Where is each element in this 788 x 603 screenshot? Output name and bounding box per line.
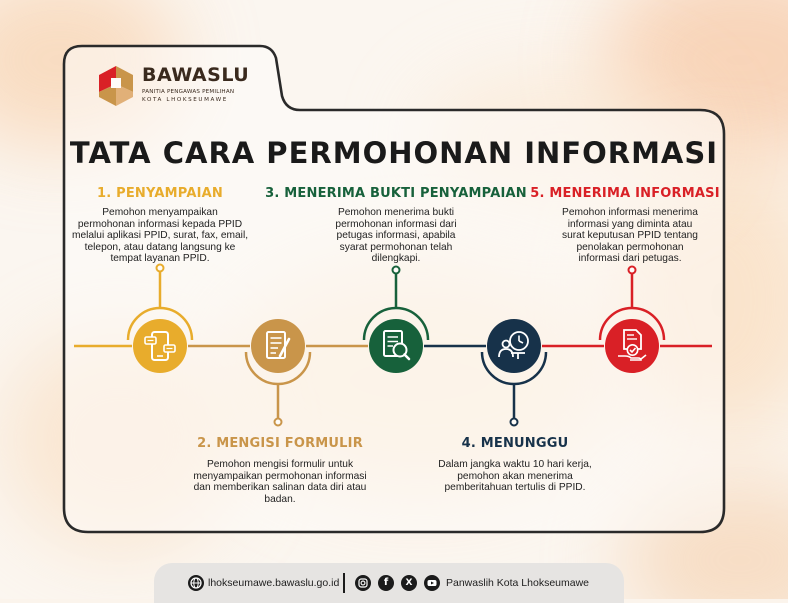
desc-line: permohonan informasi kepada PPID	[77, 218, 243, 230]
desc-line: petugas informasi, apabila	[336, 230, 456, 242]
desc-line: pemohon akan menerima	[457, 470, 573, 482]
step-5-title: 5. MENERIMA INFORMASI	[530, 186, 720, 201]
website-link[interactable]: lhokseumawe.bawaslu.go.id	[208, 577, 340, 589]
desc-line: syarat permohonan telah	[339, 241, 453, 253]
step-1-title: 1. PENYAMPAIAN	[97, 186, 223, 201]
desc-line: Pemohon menerima bukti	[337, 207, 455, 218]
desc-line: Pemohon informasi menerima	[562, 207, 698, 218]
step-2-title: 2. MENGISI FORMULIR	[197, 436, 363, 451]
smartphone-chat-icon	[133, 319, 187, 373]
step-1-icon-circle	[133, 319, 187, 373]
desc-line: dilengkapi.	[371, 253, 421, 265]
desc-line: menyampaikan permohonan informasi	[193, 470, 367, 482]
page-title: TATA CARA PERMOHONAN INFORMASI	[69, 136, 719, 170]
step-4-description	[420, 459, 610, 494]
step-5-description	[540, 207, 720, 265]
brand-subtitle: PANITIA PENGAWAS PEMILIHAN	[142, 89, 235, 95]
brand-name: BAWASLU	[142, 64, 250, 86]
form-writing-icon	[251, 319, 305, 373]
document-hand-check-icon	[605, 319, 659, 373]
web-globe-icon	[188, 575, 204, 591]
instagram-icon[interactable]	[355, 575, 371, 591]
desc-line: penolakan permohonan	[576, 241, 684, 253]
desc-line: melalui aplikasi PPID, surat, fax, email,	[71, 230, 249, 242]
document-search-icon	[369, 319, 423, 373]
step-4-icon-circle	[487, 319, 541, 373]
desc-line: informasi dari petugas.	[578, 253, 682, 265]
desc-line: Pemohon menyampaikan	[102, 207, 218, 218]
desc-line: badan.	[264, 493, 296, 505]
person-clock-icon	[487, 319, 541, 373]
brand-subtitle-city: KOTA LHOKSEUMAWE	[142, 97, 228, 103]
facebook-icon[interactable]: f	[378, 575, 394, 591]
step-4-title: 4. MENUNGGU	[461, 436, 569, 451]
step-3-description	[316, 207, 476, 265]
footer-bar	[154, 563, 624, 603]
youtube-icon[interactable]	[424, 575, 440, 591]
desc-line: telepon, atau datang langsung ke	[84, 241, 236, 253]
desc-line: surat keputusan PPID tentang	[562, 230, 698, 242]
footer-divider	[343, 573, 345, 593]
step-3-title: 3. MENERIMA BUKTI PENYAMPAIAN	[265, 186, 527, 201]
desc-line: dan memberikan salinan data diri atau	[193, 482, 367, 494]
desc-line: informasi yang diminta atau	[567, 218, 693, 230]
social-handle[interactable]: Panwaslih Kota Lhokseumawe	[446, 577, 590, 589]
desc-line: Dalam jangka waktu 10 hari kerja,	[438, 459, 592, 470]
desc-line: permohonan informasi dari	[335, 218, 457, 230]
step-1-description	[70, 207, 250, 265]
x-icon[interactable]: X	[401, 575, 417, 591]
desc-line: pemberitahuan tertulis di PPID.	[444, 482, 586, 494]
step-5-icon-circle	[605, 319, 659, 373]
step-2-icon-circle	[251, 319, 305, 373]
desc-line: Pemohon mengisi formulir untuk	[206, 459, 354, 470]
step-3-icon-circle	[369, 319, 423, 373]
desc-line: tempat layanan PPID.	[110, 253, 210, 265]
step-2-description	[170, 459, 390, 505]
